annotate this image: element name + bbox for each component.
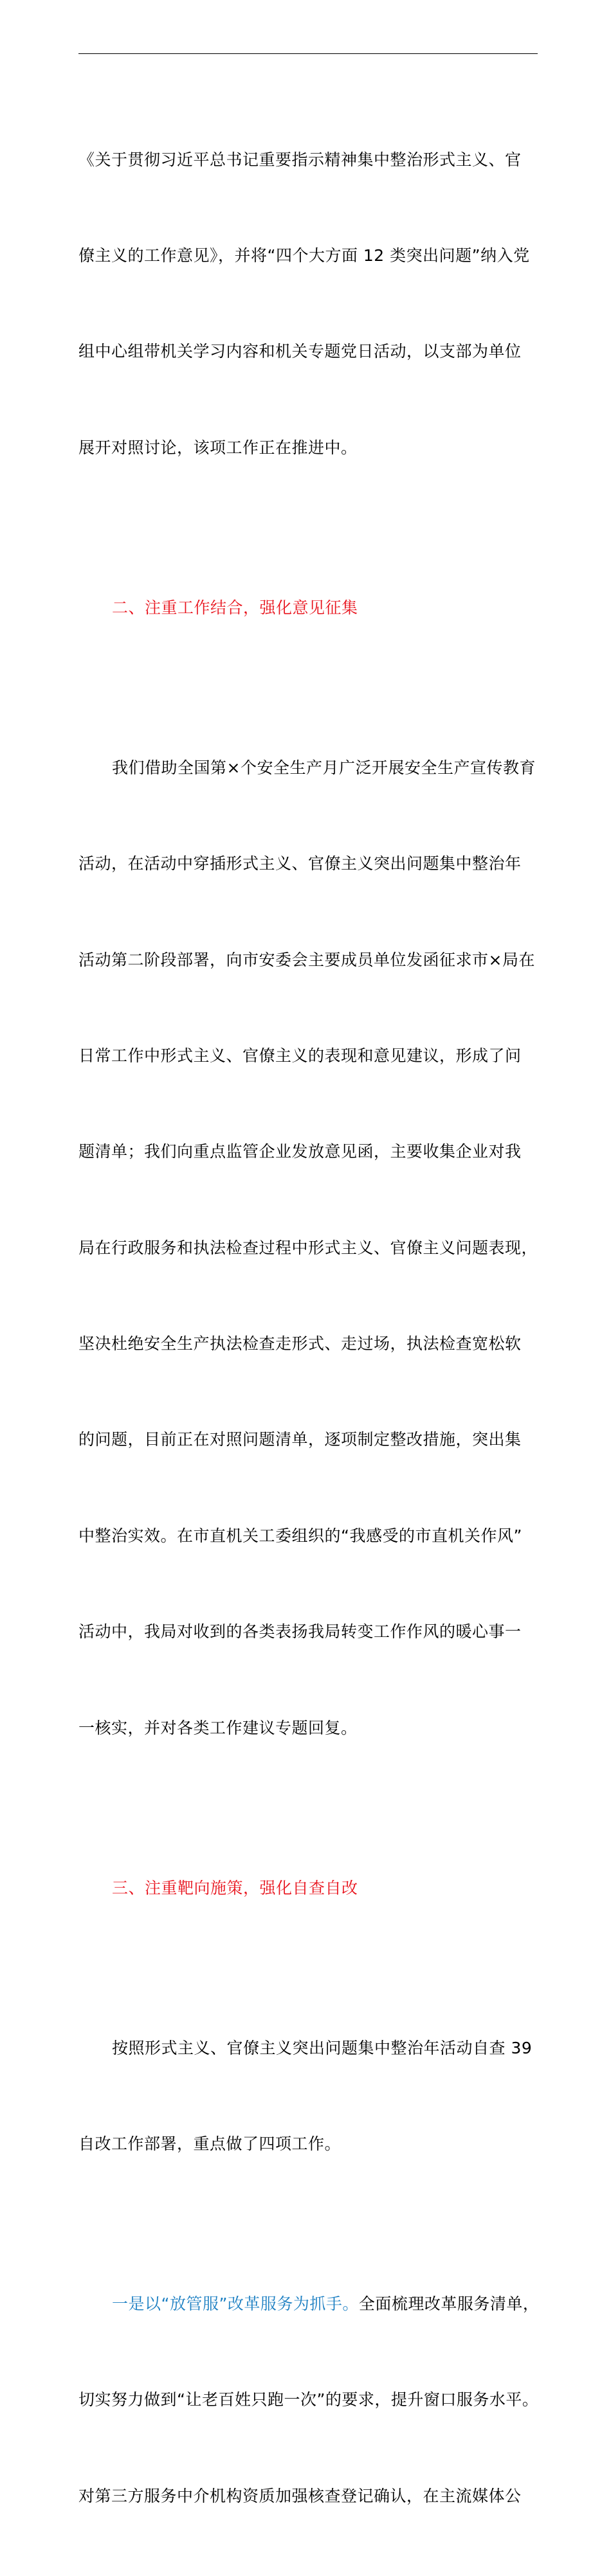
paragraph-4-first-rest: 全面梳理改革服务清单， <box>358 2294 540 2313</box>
paragraph-4-line: 切实努力做到“让老百姓只跑一次”的要求，提升窗口服务水平。 <box>78 2390 539 2410</box>
paragraph-1-line: 组中心组带机关学习内容和机关专题党日活动，以支部为单位 <box>78 342 522 361</box>
paragraph-3-line: 按照形式主义、官僚主义突出问题集中整治年活动自查 39 <box>112 2038 533 2057</box>
paragraph-2-line: 的问题，目前正在对照问题清单，逐项制定整改措施，突出集 <box>78 1430 522 1449</box>
paragraph-2-line: 坚决杜绝安全生产执法检查走形式、走过场，执法检查宽松软 <box>78 1334 522 1354</box>
paragraph-2-line: 活动中，我局对收到的各类表扬我局转变工作作风的暖心事一 <box>78 1622 522 1641</box>
paragraph-4 <box>78 2224 542 2576</box>
paragraph-4-first-line <box>78 2288 542 2320</box>
paragraph-2-line: 活动第二阶段部署，向市安委会主要成员单位发函征求市×局在 <box>78 950 535 969</box>
section-heading-2-wrapper <box>78 528 542 688</box>
section-heading-3: 三、注重靶向施策，强化自查自改 <box>112 1878 358 1897</box>
paragraph-1 <box>78 80 542 528</box>
header-rule <box>78 53 538 54</box>
paragraph-2-line: 局在行政服务和执法检查过程中形式主义、官僚主义问题表现， <box>78 1238 538 1257</box>
paragraph-2 <box>78 688 542 1808</box>
paragraph-3 <box>78 1968 542 2224</box>
paragraph-2-line: 我们借助全国第×个安全生产月广泛开展安全生产宣传教育 <box>112 758 536 777</box>
document-body <box>78 80 542 2576</box>
paragraph-1-line: 展开对照讨论，该项工作正在推进中。 <box>78 438 358 457</box>
paragraph-2-line: 题清单；我们向重点监管企业发放意见函，主要收集企业对我 <box>78 1142 522 1161</box>
paragraph-2-line: 日常工作中形式主义、官僚主义的表现和意见建议，形成了问 <box>78 1046 522 1065</box>
paragraph-2-line: 中整治实效。在市直机关工委组织的“我感受的市直机关作风” <box>78 1526 522 1545</box>
paragraph-1-line: 僚主义的工作意见》，并将“四个大方面 12 类突出问题”纳入党 <box>78 246 530 265</box>
lead-phrase: 一是以“放管服”改革服务为抓手。 <box>112 2294 359 2313</box>
section-heading-2: 二、注重工作结合，强化意见征集 <box>112 598 358 617</box>
section-heading-3-wrapper <box>78 1808 542 1968</box>
paragraph-2-line: 一核实，并对各类工作建议专题回复。 <box>78 1718 358 1737</box>
paragraph-2-line: 活动，在活动中穿插形式主义、官僚主义突出问题集中整治年 <box>78 854 522 873</box>
paragraph-1-line: 《关于贯彻习近平总书记重要指示精神集中整治形式主义、官 <box>78 150 522 169</box>
paragraph-4-line: 对第三方服务中介机构资质加强核查登记确认，在主流媒体公 <box>78 2486 522 2505</box>
paragraph-3-line: 自改工作部署，重点做了四项工作。 <box>78 2134 342 2153</box>
